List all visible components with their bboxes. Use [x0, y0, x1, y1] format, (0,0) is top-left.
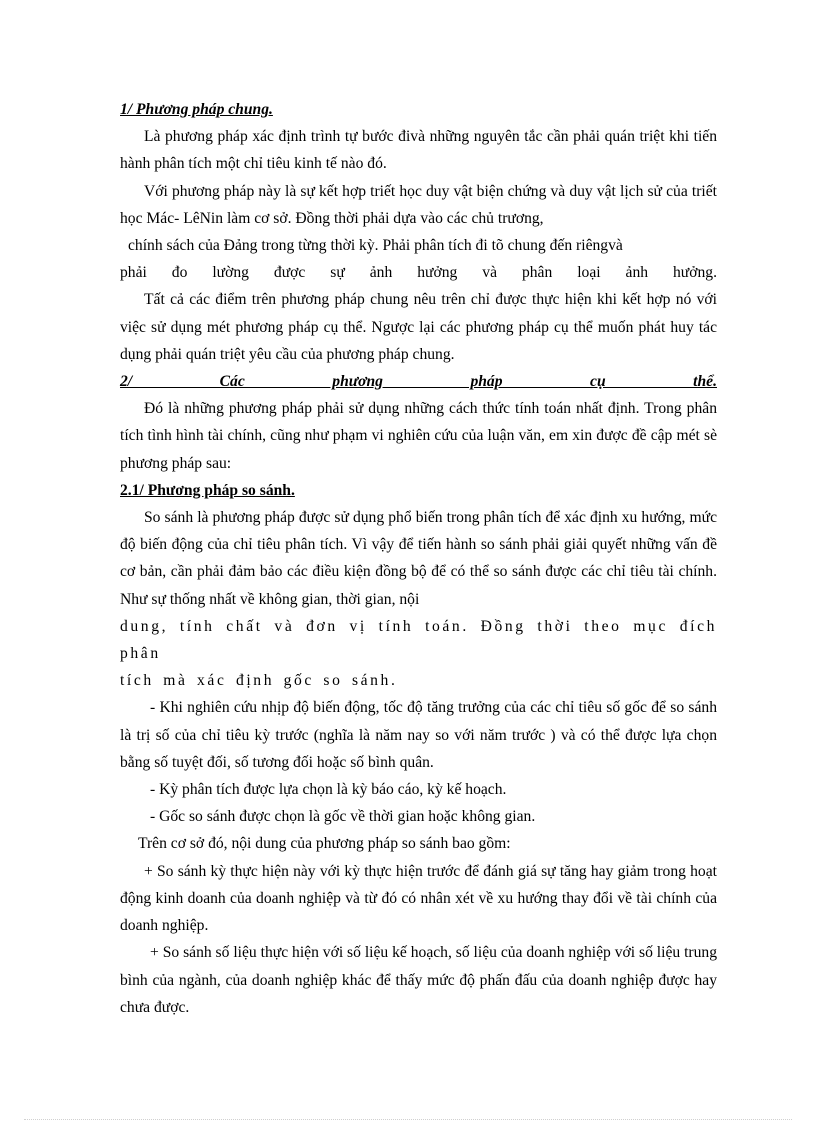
page-bottom-divider	[24, 1119, 792, 1120]
section-1-paragraph-2-line-1: Với phương pháp này là sự kết hợp triết học duy vật biện chứng và duy vật lịch sử của triết học Mác- LêNin làm cơ sở. Đồng thời phải dựa vào các chủ trương,	[120, 182, 717, 227]
section-2-1-paragraph-1: So sánh là phương pháp được sử dụng phổ biến trong phân tích để xác định xu hướng, mức độ biến động của chỉ tiêu phân tích. Vì vậy để tiến hành so sánh phải giải quyết những vấn đề cơ bản, cần phải đảm bảo các điều kiện đồng bộ để có thể so sánh được các chỉ tiêu tài chính. Như sự thống nhất về không gian, thời gian, nội	[120, 509, 717, 608]
section-2-1-heading: 2.1/ Phương pháp so sánh.	[120, 481, 295, 499]
section-2-paragraph-1: Đó là những phương pháp phải sử dụng những cách thức tính toán nhất định. Trong phân tích tình hình tài chính, cũng như phạm vi nghiên cứu của luận văn, em xin được đề cập mét sè phương pháp sau:	[120, 400, 717, 472]
section-1-paragraph-2-line-2: chính sách của Đảng trong từng thời kỳ. Phải phân tích đi tõ chung đến riêngvà	[128, 237, 623, 255]
section-1-paragraph-2-line-3: phải đo lường được sự ảnh hưởng và phân loại ảnh hưởng.	[120, 264, 717, 282]
section-2-1-bullet-3: - Gốc so sánh được chọn là gốc về thời gian hoặc không gian.	[150, 808, 536, 826]
section-2-heading: 2/ Các phương pháp cụ thể.	[120, 373, 717, 391]
section-1-heading: 1/ Phương pháp chung.	[120, 101, 273, 118]
section-1-paragraph-3: Tất cả các điểm trên phương pháp chung nêu trên chỉ được thực hiện khi kết hợp nó với việc sử dụng mét phương pháp cụ thể. Ngược lại các phương pháp cụ thể muốn phát huy tác dụng phải quán triệt yêu cầu của phương pháp chung.	[120, 291, 717, 363]
section-2-1-plus-1: + So sánh kỳ thực hiện này với kỳ thực hiện trước để đánh giá sự tăng hay giảm trong hoạt động kinh doanh của doanh nghiệp và từ đó có nhân xét về xu hướng thay đổi về tài chính của doanh nghiệp.	[120, 862, 717, 935]
section-2-1-intro: Trên cơ sở đó, nội dung của phương pháp so sánh bao gồm:	[138, 835, 511, 853]
section-2-1-paragraph-1-wide-line-2: tích mà xác định gốc so sánh.	[120, 672, 398, 690]
section-2-1-bullet-2: - Kỳ phân tích được lựa chọn là kỳ báo cáo, kỳ kế hoạch.	[150, 781, 507, 799]
document-page	[120, 96, 717, 1021]
section-2-1-bullet-1: - Khi nghiên cứu nhịp độ biến động, tốc độ tăng trưởng của các chỉ tiêu số gốc để so sánh là trị số của chỉ tiêu kỳ trước (nghĩa là năm nay so với năm trước ) và có thể được lựa chọn bằng số tuyệt đối, số tương đối hoặc số bình quân.	[120, 699, 717, 771]
section-2-1-paragraph-1-wide-line-1: dung, tính chất và đơn vị tính toán. Đồng thời theo mục đích phân	[120, 617, 717, 663]
section-1-paragraph-1: Là phương pháp xác định trình tự bước đivà những nguyên tắc cần phải quán triệt khi tiến hành phân tích một chỉ tiêu kinh tế nào đó.	[120, 128, 717, 173]
section-2-1-plus-2: + So sánh số liệu thực hiện với số liệu kế hoạch, số liệu của doanh nghiệp với số liệu trung bình của ngành, của doanh nghiệp khác để thấy mức độ phấn đấu của doanh nghiệp được hay chưa được.	[120, 944, 717, 1016]
